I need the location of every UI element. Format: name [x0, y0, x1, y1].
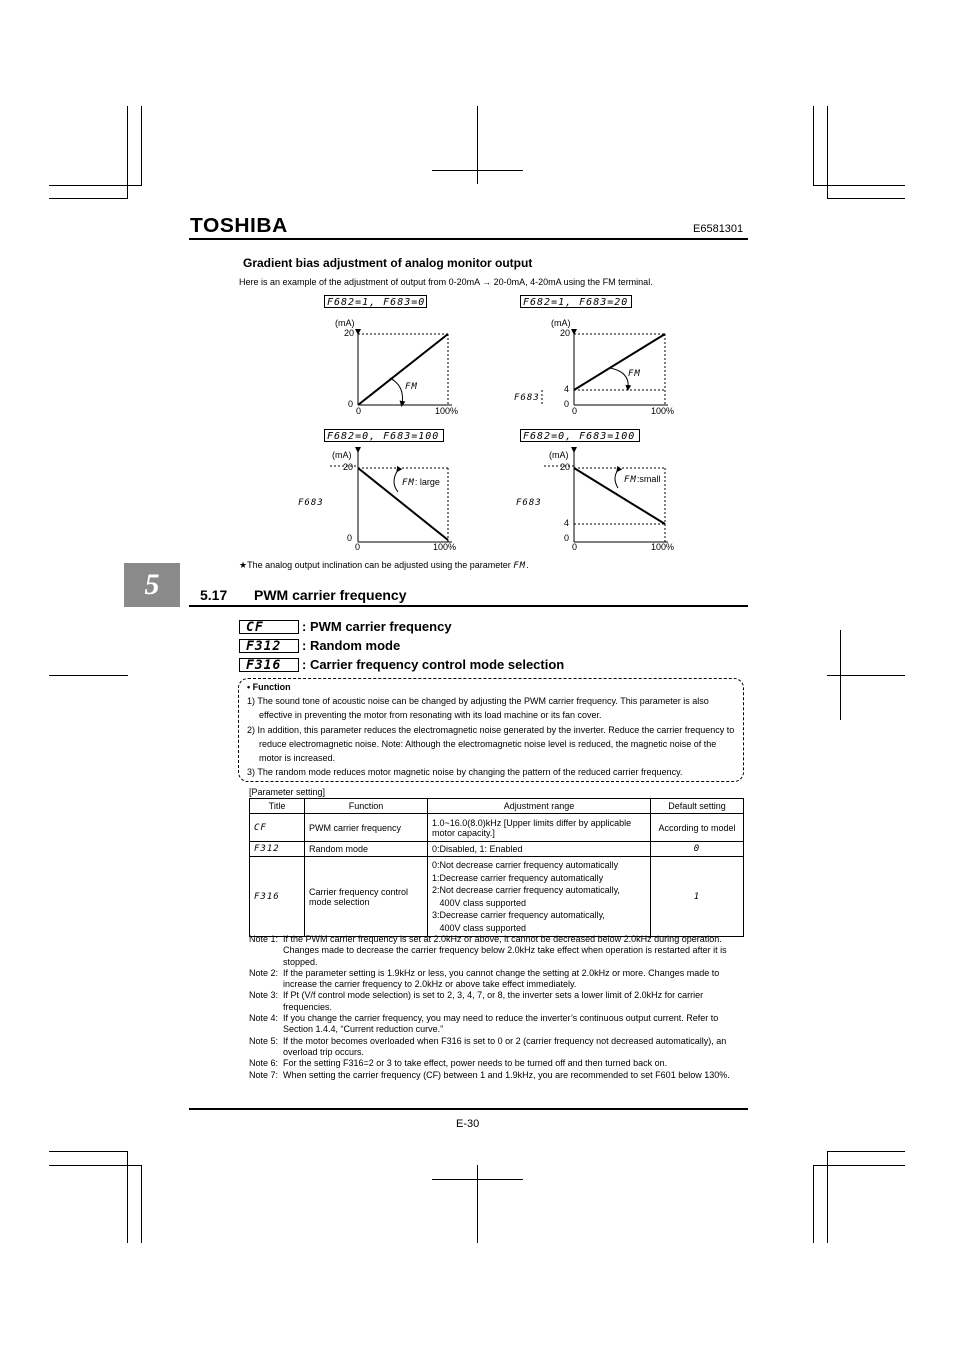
crop-mark: [432, 1179, 523, 1180]
table-header: Title: [250, 799, 305, 814]
gradient-footnote: ★The analog output inclination can be adjusted using the parameter FM.: [239, 560, 529, 571]
param-code-f316: F316: [239, 658, 299, 672]
x-zero: 0: [355, 542, 361, 552]
note: Note 1: If the PWM carrier frequency is set at 2.0kHz or above, it cannot be decreased below 2.0kHz during operation. Changes made to decrease the carrier frequency below 2.0kHz take effect when operation is restarted after it is stopped.: [249, 934, 727, 967]
y-top: 20: [344, 328, 355, 338]
note: Note 6: For the setting F316=2 or 3 to take effect, power needs to be turned off and then turned back on.: [249, 1058, 668, 1069]
graph-2: [542, 332, 668, 405]
crop-mark: [813, 106, 814, 186]
note: Note 4: If you change the carrier frequency, you may need to reduce the inverter’s continuous output current. Refer to Section 1.4.4, “Current reduction curve.”: [249, 1013, 719, 1035]
chapter-tab: [124, 563, 180, 607]
x-zero: 0: [572, 542, 578, 552]
x-zero: 0: [572, 406, 578, 416]
table-header: Adjustment range: [428, 799, 651, 814]
notes-list: [249, 934, 749, 1081]
crop-mark: [49, 198, 128, 199]
crop-mark: [827, 198, 905, 199]
table-header-row: [250, 799, 744, 814]
crop-mark: [477, 106, 478, 184]
f683-label: F683: [298, 498, 324, 508]
param-desc: : PWM carrier frequency: [302, 619, 452, 634]
table-cell: 1: [651, 857, 744, 937]
gradient-title: Gradient bias adjustment of analog monitor output: [243, 256, 533, 270]
fm-label: FM: [628, 369, 641, 379]
table-row: [250, 814, 744, 842]
f683-label: F683: [516, 498, 542, 508]
param-code-cf: CF: [239, 620, 299, 634]
crop-mark: [49, 675, 128, 676]
table-cell: F316: [250, 857, 305, 937]
y-zero: 0: [347, 533, 353, 543]
table-cell: F312: [250, 842, 305, 857]
table-cell: 0:Disabled, 1: Enabled: [428, 842, 651, 857]
y-zero: 0: [564, 399, 570, 409]
crop-mark: [49, 1165, 141, 1166]
function-header: • Function: [247, 682, 291, 692]
x-end: 100%: [651, 542, 675, 552]
x-end: 100%: [651, 406, 675, 416]
x-zero: 0: [356, 406, 362, 416]
y-zero: 0: [564, 533, 570, 543]
crop-mark: [49, 185, 141, 186]
table-header: Default setting: [651, 799, 744, 814]
gradient-intro: Here is an example of the adjustment of output from 0-20mA → 20-0mA, 4-20mA using the FM terminal.: [239, 277, 653, 287]
crop-mark: [813, 185, 905, 186]
section-rule: [189, 605, 748, 607]
crop-mark: [827, 675, 905, 676]
y-unit: (mA): [549, 450, 569, 460]
y-mid: 4: [564, 518, 570, 528]
doc-number: E6581301: [693, 223, 744, 235]
note: Note 2: If the parameter setting is 1.9kHz or less, you cannot change the setting at 2.0kHz or more. Changes made to increase the carrier frequency to 2.0kHz or above take effect immediately.: [249, 967, 720, 990]
graph-1: [358, 332, 452, 405]
y-top: 20: [560, 462, 571, 472]
crop-mark: [813, 1165, 814, 1243]
header-rule: [189, 238, 748, 240]
y-top: 20: [343, 462, 354, 472]
function-item: 2) In addition, this parameter reduces the electromagnetic noise generated by the inverter. Reduce the carrier frequency to reduce electromagnetic noise. Note: Although the electromagnetic noise level is reduced, the magnetic noise of the motor is increased.: [247, 724, 735, 764]
fm-small-label: FM:small: [624, 474, 661, 485]
table-cell: According to model: [651, 814, 744, 842]
graphs-figure: [280, 310, 720, 560]
y-unit: (mA): [335, 318, 355, 328]
y-zero: 0: [348, 399, 354, 409]
param-table: [249, 798, 744, 937]
x-end: 100%: [433, 542, 457, 552]
table-cell: Carrier frequency control mode selection: [305, 857, 428, 937]
fm-large-label: FM: large: [402, 477, 440, 488]
param-code-f312: F312: [239, 639, 299, 653]
table-cell: 0:Not decrease carrier frequency automatically 1:Decrease carrier frequency automatically 2:Not decrease carrier frequency automatically, 400V class supported 3:Decrease carrier frequency automatically, 400V class supported: [428, 857, 651, 937]
graph-caption: F682=1, F683=0: [324, 295, 427, 308]
param-desc: : Random mode: [302, 638, 401, 653]
section-heading: [200, 587, 407, 603]
table-cell: Random mode: [305, 842, 428, 857]
chapter-number: 5: [144, 568, 160, 601]
table-cell: CF: [250, 814, 305, 842]
function-item: 1) The sound tone of acoustic noise can be changed by adjusting the PWM carrier frequency. This parameter is also effective in preventing the motor from resonating with its load machine or its fan cover.: [247, 696, 709, 721]
crop-mark: [827, 1151, 905, 1152]
crop-mark: [813, 1165, 905, 1166]
note: Note 7: When setting the carrier frequency (CF) between 1 and 1.9kHz, you are recommended to set F601 below 130%.: [249, 1069, 730, 1080]
function-box: [238, 678, 744, 782]
company-logo: TOSHIBA: [190, 215, 288, 237]
crop-mark: [49, 1151, 128, 1152]
footer-rule: [189, 1108, 748, 1110]
table-cell: PWM carrier frequency: [305, 814, 428, 842]
y-top: 20: [560, 328, 571, 338]
table-header: Function: [305, 799, 428, 814]
x-end: 100%: [435, 406, 459, 416]
table-cell: 0: [651, 842, 744, 857]
param-setting-label: [Parameter setting]: [249, 787, 326, 797]
fm-label: FM: [405, 382, 418, 392]
graph-caption: F682=0, F683=100: [324, 429, 444, 442]
y-unit: (mA): [332, 450, 352, 460]
y-mid: 4: [564, 384, 570, 394]
graph-caption: F682=0, F683=100: [520, 429, 640, 442]
param-desc: : Carrier frequency control mode selection: [302, 657, 565, 672]
page-number: E-30: [456, 1118, 480, 1130]
function-item: 3) The random mode reduces motor magnetic noise by changing the pattern of the reduced carrier frequency.: [247, 767, 683, 778]
note: Note 3: If Pt (V/f control mode selection) is set to 2, 3, 4, 7, or 8, the inverter sets a lower limit of 2.0kHz for carrier frequencies.: [249, 990, 704, 1012]
crop-mark: [432, 170, 523, 171]
table-cell: 1.0~16.0(8.0)kHz [Upper limits differ by applicable motor capacity.]: [428, 814, 651, 842]
crop-mark: [141, 1165, 142, 1243]
section-number: 5.17: [200, 587, 228, 603]
section-title: PWM carrier frequency: [254, 587, 407, 603]
crop-mark: [141, 106, 142, 186]
crop-mark: [477, 1165, 478, 1243]
graph-caption: F682=1, F683=20: [520, 295, 632, 308]
table-row: [250, 842, 744, 857]
y-unit: (mA): [551, 318, 571, 328]
note: Note 5: If the motor becomes overloaded when F316 is set to 0 or 2 (carrier frequency not decreased automatically), an overload trip occurs.: [249, 1035, 727, 1057]
f683-label: F683: [514, 393, 540, 403]
table-row: [250, 857, 744, 937]
